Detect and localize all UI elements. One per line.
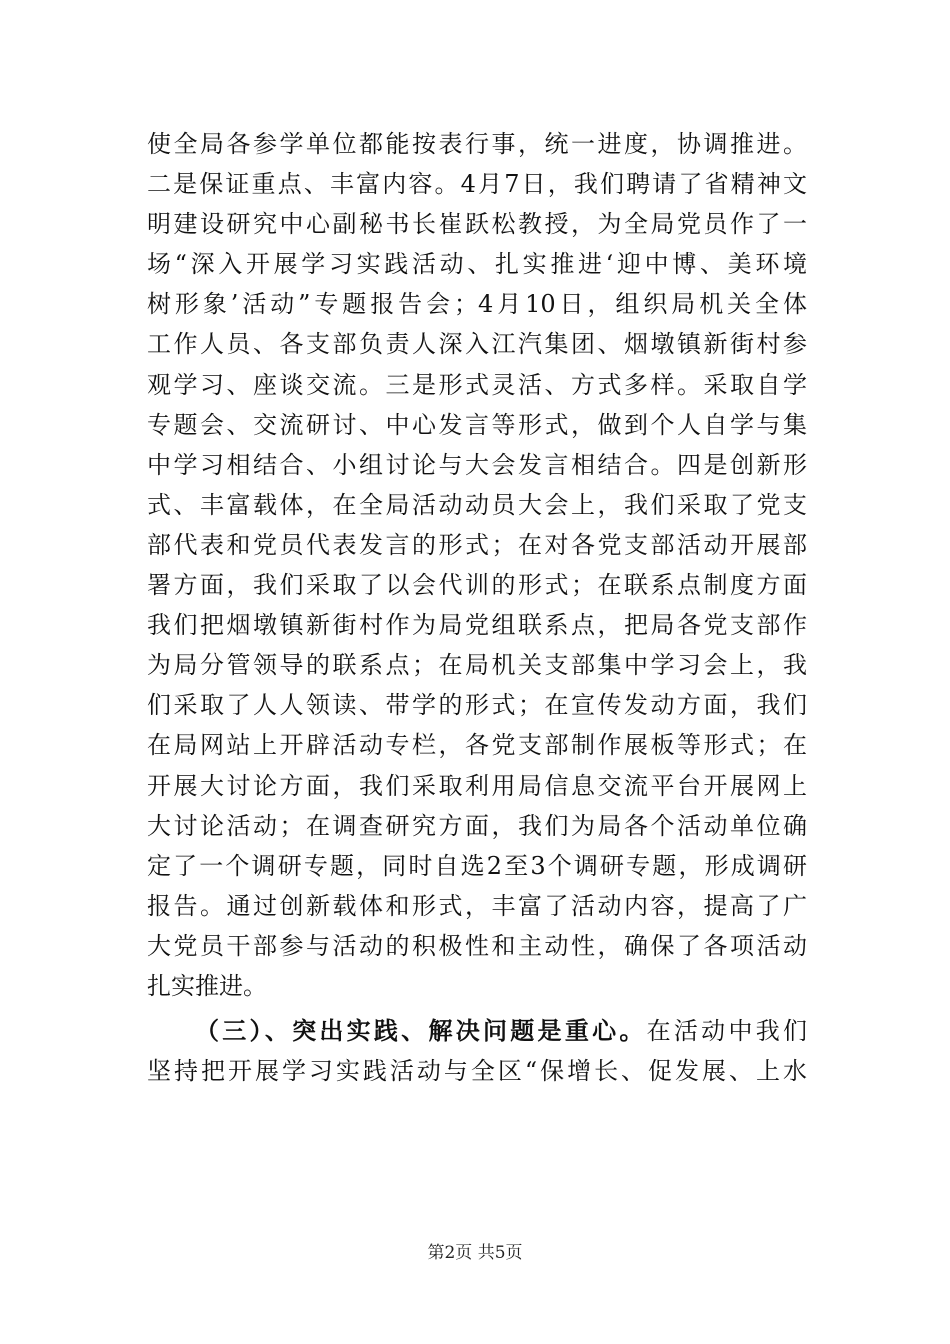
text-line: 明建设研究中心副秘书长崔跃松教授，为全局党员作了一 <box>147 210 807 239</box>
text-line: 工作人员、各支部负责人深入江汽集团、烟墩镇新街村参 <box>147 330 807 359</box>
text-line: 坚持把开展学习实践活动与全区“保增长、促发展、上水 <box>147 1057 807 1086</box>
text-line: 们采取了人人领读、带学的形式；在宣传发动方面，我们 <box>147 691 807 720</box>
text-line: 部代表和党员代表发言的形式；在对各党支部活动开展部 <box>147 530 807 559</box>
text-line: 在局网站上开辟活动专栏，各党支部制作展板等形式；在 <box>147 731 807 760</box>
text-line: 大党员干部参与活动的积极性和主动性，确保了各项活动 <box>147 931 807 960</box>
section-heading-line <box>147 1011 807 1051</box>
text-line: 定了一个调研专题，同时自选2至3个调研专题，形成调研 <box>147 851 807 880</box>
text-line: 场“深入开展学习实践活动、扎实推进‘迎中博、美环境 <box>147 250 807 279</box>
text-line: 报告。通过创新载体和形式，丰富了活动内容，提高了广 <box>147 891 807 920</box>
text-line: 大讨论活动；在调查研究方面，我们为局各个活动单位确 <box>147 811 807 840</box>
page-number-footer: 第2页 共5页 <box>427 1243 523 1263</box>
paragraph-last-line: 扎实推进。 <box>147 971 267 1000</box>
text-line: 中学习相结合、小组讨论与大会发言相结合。四是创新形 <box>147 450 807 479</box>
text-line: 观学习、座谈交流。三是形式灵活、方式多样。采取自学 <box>147 370 807 399</box>
text-line: 开展大讨论方面，我们采取利用局信息交流平台开展网上 <box>147 771 807 800</box>
text-line: 二是保证重点、丰富内容。4月7日，我们聘请了省精神文 <box>147 170 807 199</box>
text-line: 使全局各参学单位都能按表行事，统一进度，协调推进。 <box>147 130 807 158</box>
document-body <box>147 124 807 1091</box>
text-line: 树形象’活动”专题报告会；4月10日，组织局机关全体 <box>147 290 807 319</box>
text-line: 为局分管领导的联系点；在局机关支部集中学习会上，我 <box>147 651 807 680</box>
text-line: 我们把烟墩镇新街村作为局党组联系点，把局各党支部作 <box>147 611 807 640</box>
text-line: 署方面，我们采取了以会代训的形式；在联系点制度方面 <box>147 571 807 600</box>
text-line: 专题会、交流研讨、中心发言等形式，做到个人自学与集 <box>147 410 807 439</box>
section-heading-bold: （三）、突出实践、解决问题是重心。 <box>195 1016 647 1046</box>
section-heading-rest: 在活动中我们 <box>646 1017 808 1046</box>
text-line: 式、丰富载体，在全局活动动员大会上，我们采取了党支 <box>147 490 807 519</box>
